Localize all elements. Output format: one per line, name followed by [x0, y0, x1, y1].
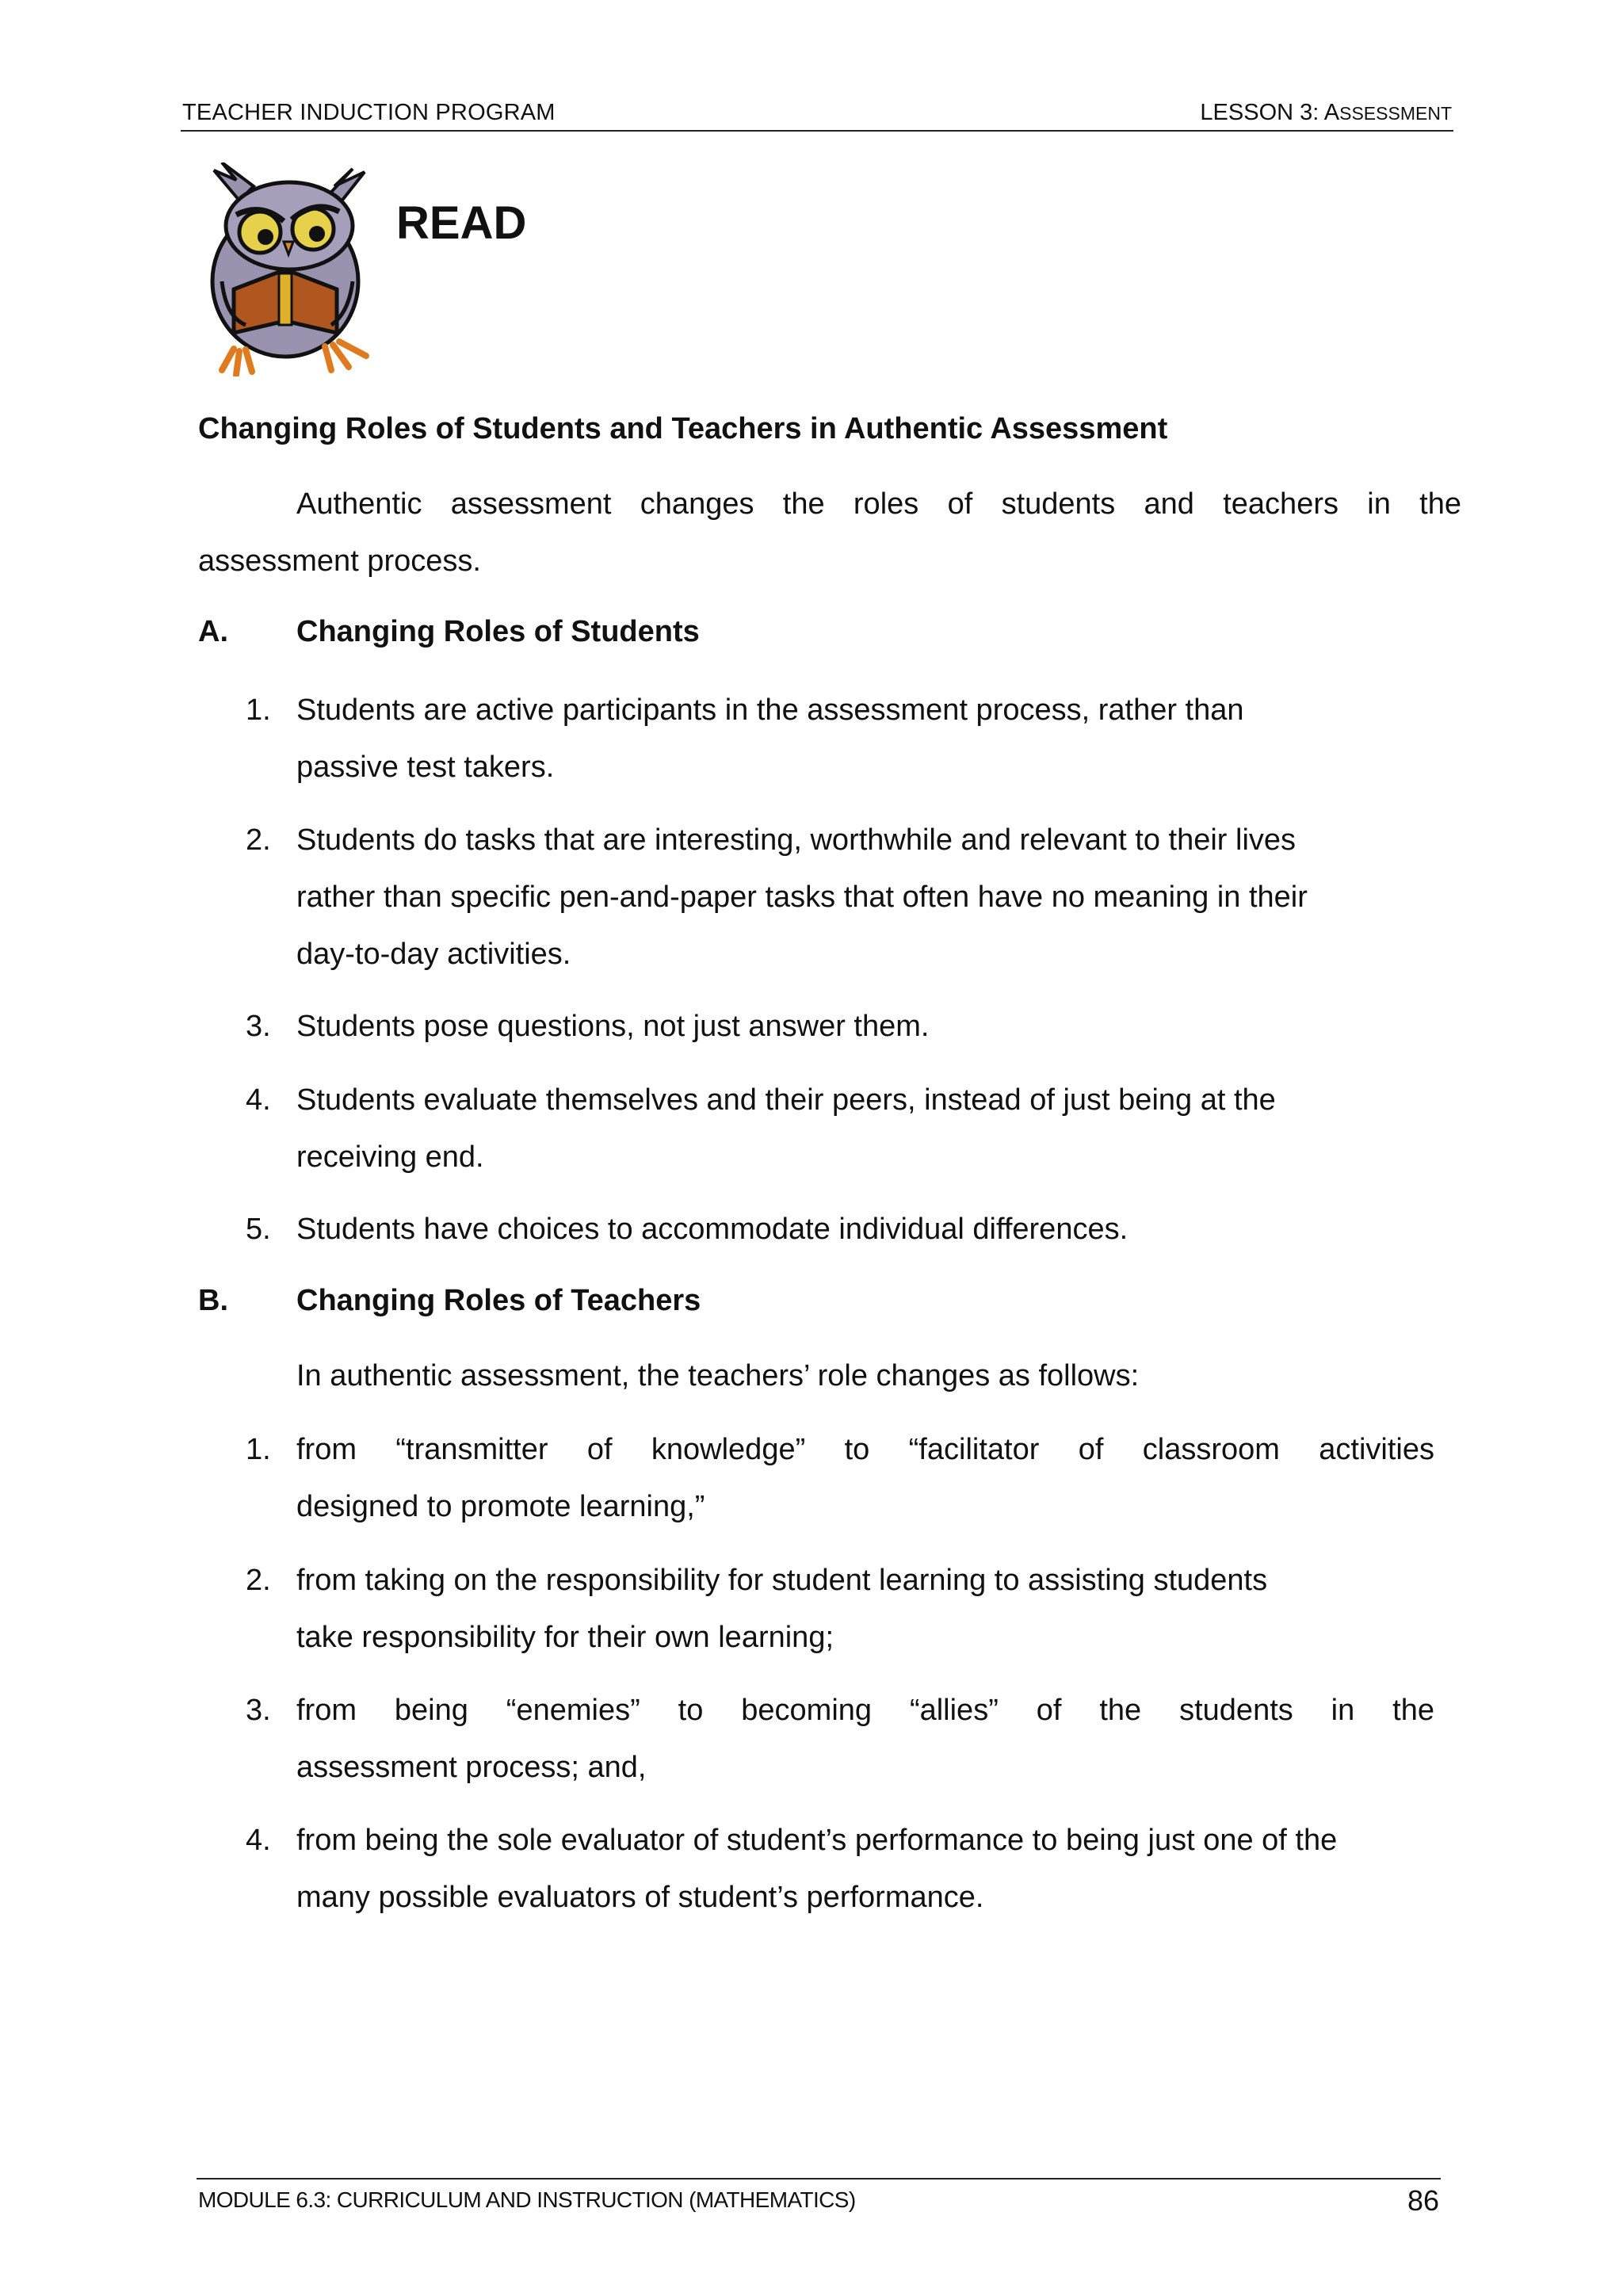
page-number: 86 — [1407, 2184, 1439, 2217]
list-item: 3. Students pose questions, not just answer them. — [246, 1010, 930, 1043]
list-item: 1. from “transmitter of knowledge” to “facilitator of classroom activities designed to promote learning,” — [246, 1433, 1434, 1523]
list-item: 1. Students are active participants in the assessment process, rather than passive test takers. — [246, 693, 1244, 784]
page-footer — [197, 2178, 1441, 2219]
header-lesson-title: LESSON 3: ASSESSMENT — [1200, 100, 1452, 125]
page-header — [181, 98, 1453, 132]
reading-owl-icon — [190, 162, 388, 376]
section-title: Changing Roles of Students and Teachers in Authentic Assessment — [198, 412, 1168, 445]
list-item: 3. from being “enemies” to becoming “allies” of the students in the assessment process; and, — [246, 1694, 1434, 1784]
footer-module-title: MODULE 6.3: CURRICULUM AND INSTRUCTION (MATHEMATICS) — [198, 2187, 856, 2212]
list-item: 2. from taking on the responsibility for student learning to assisting students take responsibility for their own learning; — [246, 1564, 1268, 1654]
header-program-title: TEACHER INDUCTION PROGRAM — [182, 100, 556, 125]
list-item: 4. from being the sole evaluator of student’s performance to being just one of the many possible evaluators of student’s performance. — [246, 1824, 1338, 1914]
section-b-intro: In authentic assessment, the teachers’ role changes as follows: — [296, 1359, 1140, 1392]
intro-line-2: assessment process. — [198, 544, 481, 578]
section-a-heading: A. Changing Roles of Students — [198, 615, 700, 648]
list-item: 4. Students evaluate themselves and their peers, instead of just being at the receiving end. — [246, 1083, 1276, 1174]
list-item: 5. Students have choices to accommodate individual differences. — [246, 1213, 1128, 1246]
list-item: 2. Students do tasks that are interesting, worthwhile and relevant to their lives rather than specific pen-and-paper tasks that often have no meaning in their day-to-day activities. — [246, 823, 1308, 971]
read-heading: READ — [396, 197, 527, 249]
section-b-heading: B. Changing Roles of Teachers — [198, 1284, 701, 1317]
intro-line-1: Authentic assessment changes the roles of students and teachers in the — [296, 487, 1461, 521]
